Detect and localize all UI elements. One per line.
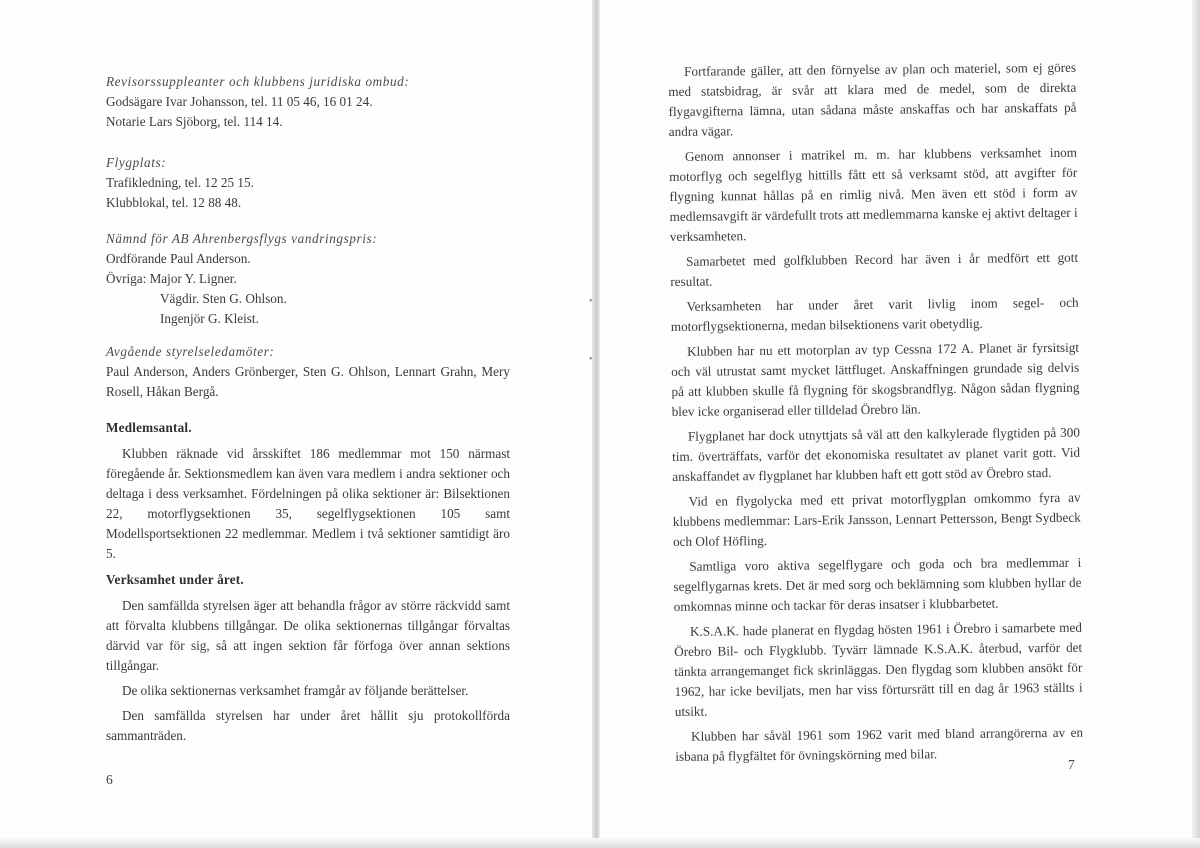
committee-line: Vägdir. Sten G. Ohlson.: [160, 291, 287, 306]
committee-line: Övriga: Major Y. Ligner.: [106, 271, 237, 286]
body-paragraph: Klubben har nu ett motorplan av typ Cessna 172 A. Planet är fyrsitsigt och väl utrustat samt mycket lättfluget. Anskaffningen grundade sig delvis på att klubben skulle få flygning för skogsbrandflyg. Någon sådan flygning blev icke organiserad eller tilldelad Örebro län.: [671, 339, 1080, 419]
membership-heading: Medlemsantal.: [106, 420, 192, 435]
page-number-left: 6: [106, 772, 113, 787]
retiring-section: [106, 342, 510, 402]
activity-section: [106, 570, 510, 746]
body-paragraph: Samarbetet med golfklubben Record har även i år medfört ett gott resultat.: [670, 249, 1079, 289]
membership-section: [106, 418, 510, 564]
body-paragraph: Klubben har såväl 1961 som 1962 varit med bland arrangörerna av en isbana på flygfältet för övningskörning med bilar.: [675, 724, 1084, 764]
activity-heading: Verksamhet under året.: [106, 572, 244, 587]
body-paragraph: Flygplanet har dock utnyttjats så väl att den kalkylerade flygtiden på 300 tim. överträffats, varför det ekonomiska resultatet av planet varit gott. Vid anskaffandet av flygplanet har klubben haft ett gott stöd av Örebro stad.: [672, 424, 1081, 484]
body-paragraph: Samtliga voro aktiva segelflygare och goda och bra medlemmar i segelflygarnas krets. Det är med sorg och beklämning som klubben hyllar de omkomnas minne och tackar för deras insatser i klubbarbetet.: [673, 554, 1082, 614]
book-gutter: [592, 0, 600, 848]
airfield-line: Klubblokal, tel. 12 88 48.: [106, 195, 242, 210]
body-paragraph: K.S.A.K. hade planerat en flygdag hösten 1961 i Örebro i samarbete med Örebro Bil- och Flygklubb. Tyvärr lämnade K.S.A.K. återbud, varför det tänkta arrangemanget fick skrinläggas. Den flygdag som klubben ansökt för 1962, har icke beviljats, men har viss förtursrätt till en dag år 1963 ställts i utsikt.: [674, 619, 1083, 719]
left-page: [0, 0, 594, 848]
committee-section: [106, 229, 510, 329]
body-paragraph: Genom annonser i matrikel m. m. har klubbens verksamhet inom motorflyg och segelflyg hittills fått ett så verksamt stöd, att avgifter för flygning kunnat hållas på en rimlig nivå. Men även ett stöd i form av medlemsavgift är värdefullt trots att medlemmarna kanske ej aktivt deltager i verksamheten.: [669, 144, 1078, 244]
page-number-right: 7: [1068, 757, 1075, 772]
membership-text: Klubben räknade vid årsskiftet 186 medlemmar mot 150 närmast föregående år. Sektionsmedlem kan även vara medlem i andra sektioner och deltaga i dess verksamhet. Fördelningen på olika sektioner är: Bilsektionen 22, motorflygsektionen 35, segelflygsektionen 105 samt Modellsportsektionen 22 medlemmar. Medlem i två sektioner samtidigt äro 5.: [106, 446, 510, 561]
retiring-heading: Avgående styrelseledamöter:: [106, 344, 275, 359]
airfield-heading: Flygplats:: [106, 155, 167, 170]
committee-line: Ordförande Paul Anderson.: [106, 251, 251, 266]
auditor-line: Godsägare Ivar Johansson, tel. 11 05 46, 16 01 24.: [106, 94, 373, 109]
activity-paragraph: Den samfällda styrelsen har under året hållit sju protokollförda sammanträden.: [106, 708, 510, 743]
gutter-tick-mark: •: [589, 296, 593, 307]
body-paragraph: Verksamheten har under året varit livlig inom segel- och motorflygsektionerna, medan bilsektionens varit obetydlig.: [670, 294, 1079, 334]
page-edge-bottom: [0, 838, 1200, 848]
body-paragraph: Vid en flygolycka med ett privat motorflygplan omkommo fyra av klubbens medlemmar: Lars-Erik Jansson, Lennart Pettersson, Bengt Sydbeck och Olof Höfling.: [672, 489, 1081, 549]
body-paragraph: Fortfarande gäller, att den förnyelse av plan och materiel, som ej göres med statsbidrag, är svår att klara med de medel, som de direkta flygavgifterna lämna, utan sådana måste anskaffas och har anskaffats på andra vägar.: [668, 59, 1077, 139]
activity-paragraph: De olika sektionernas verksamhet framgår av följande berättelser.: [122, 683, 469, 698]
auditor-section: [106, 72, 510, 132]
page-edge-right: [1192, 0, 1200, 848]
committee-heading: Nämnd för AB Ahrenbergsflygs vandringspris:: [106, 231, 378, 246]
right-page-text: [668, 58, 1083, 772]
auditor-line: Notarie Lars Sjöborg, tel. 114 14.: [106, 114, 283, 129]
airfield-line: Trafikledning, tel. 12 25 15.: [106, 175, 254, 190]
gutter-tick-mark: •: [589, 354, 593, 365]
retiring-text: Paul Anderson, Anders Grönberger, Sten G. Ohlson, Lennart Grahn, Mery Rosell, Håkan Bergå.: [106, 364, 510, 399]
committee-line: Ingenjör G. Kleist.: [160, 311, 259, 326]
activity-paragraph: Den samfällda styrelsen äger att behandla frågor av större räckvidd samt att förvalta klubbens tillgångar. De olika sektionernas tillgångar förvaltas därvid var för sig, så att ingen sektion får förfoga över annan sektions tillgångar.: [106, 598, 510, 673]
airfield-section: [106, 153, 510, 213]
auditor-heading: Revisorssuppleanter och klubbens juridiska ombud:: [106, 74, 410, 89]
